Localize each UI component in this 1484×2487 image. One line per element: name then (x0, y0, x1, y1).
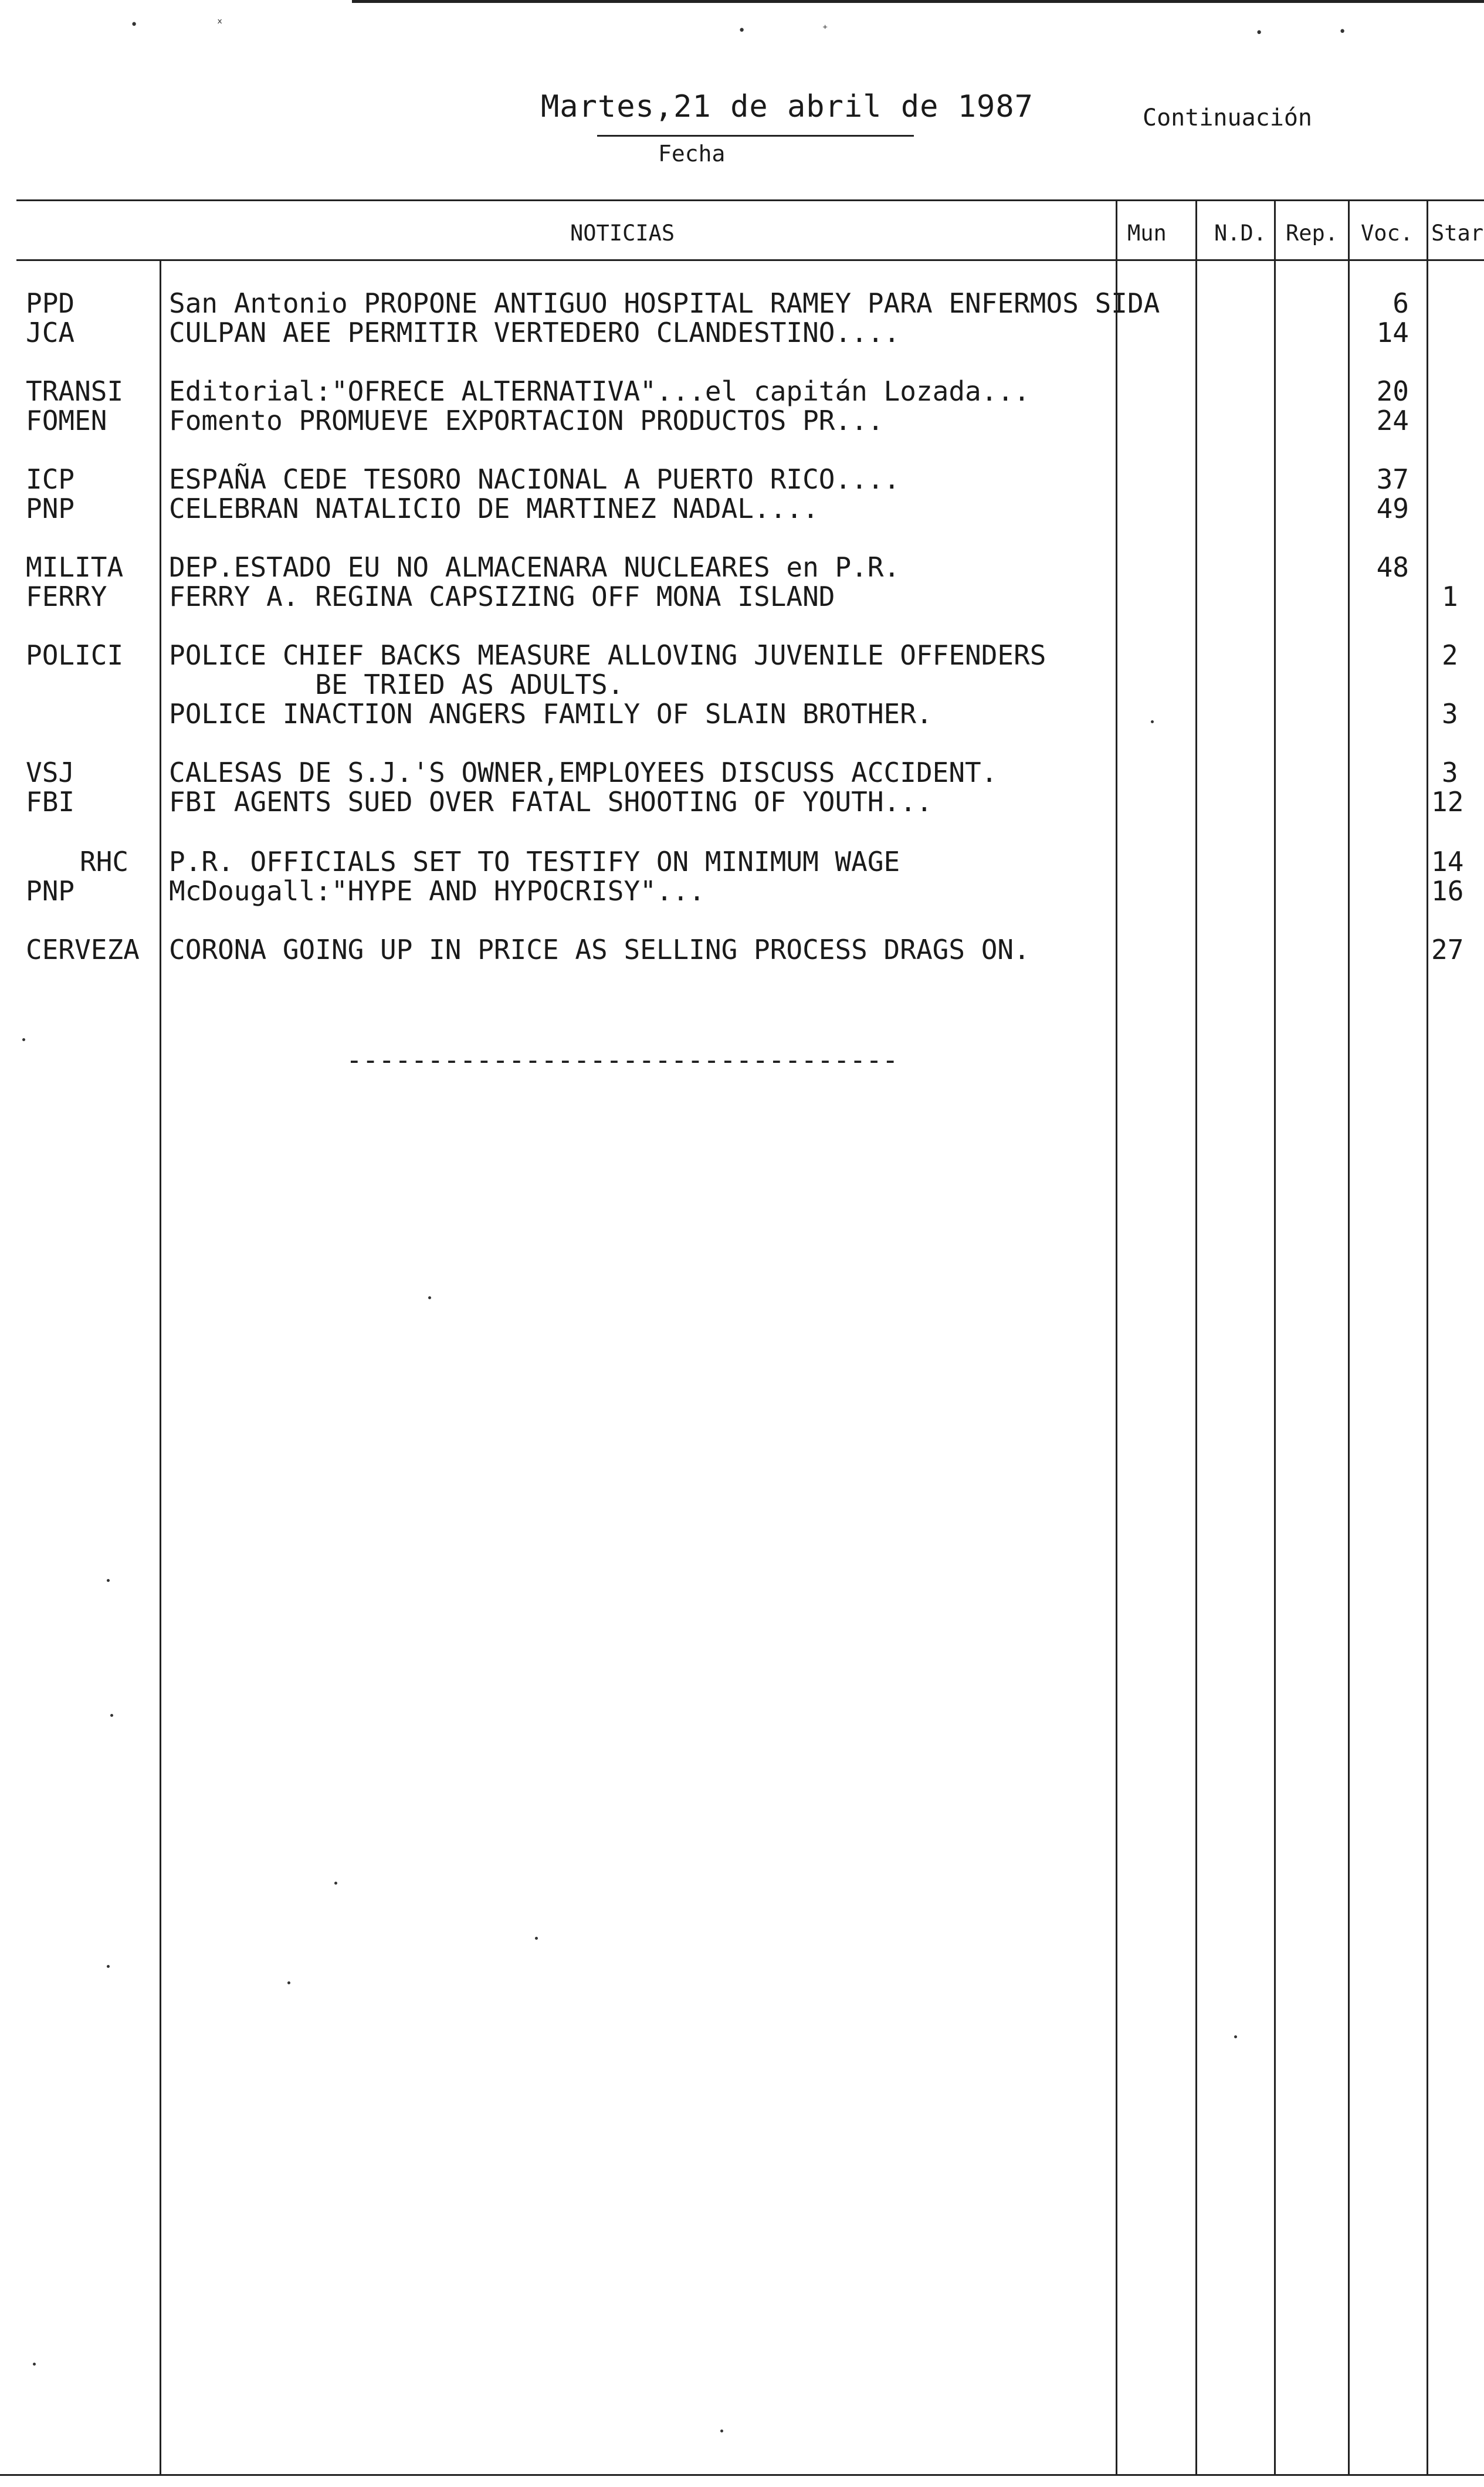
row-text: San Antonio PROPONE ANTIGUO HOSPITAL RAMEY PARA ENFERMOS SIDA (169, 287, 1160, 319)
row-star: 2 (1442, 639, 1458, 671)
speck (334, 1882, 337, 1885)
speck: • (130, 18, 138, 32)
code-column-divider (160, 259, 161, 2474)
row-text: McDougall:"HYPE AND HYPOCRISY"... (169, 875, 705, 907)
header-voc: Voc. (1361, 221, 1414, 246)
row-star: 16 (1431, 875, 1464, 907)
row-text: POLICE INACTION ANGERS FAMILY OF SLAIN BROTHER. (169, 698, 933, 730)
row-text: Fomento PROMUEVE EXPORTACION PRODUCTOS PR... (169, 405, 884, 436)
row-voc: 6 (1392, 287, 1409, 319)
row-text: CORONA GOING UP IN PRICE AS SELLING PROCESS DRAGS ON. (169, 934, 1030, 965)
date-caption: Fecha (658, 141, 726, 167)
row-star: 3 (1442, 698, 1458, 730)
row-code: ICP (26, 463, 75, 495)
speck (107, 1579, 110, 1582)
speck: • (1255, 26, 1263, 40)
row-code: TRANSI (26, 375, 124, 407)
row-text: P.R. OFFICIALS SET TO TESTIFY ON MINIMUM WAGE (169, 846, 900, 877)
row-voc: 14 (1376, 317, 1409, 348)
row-code: PNP (26, 493, 75, 524)
row-text: DEP.ESTADO EU NO ALMACENARA NUCLEARES en P.R. (169, 551, 900, 583)
table-bottom-rule (0, 2474, 1484, 2476)
row-code: FBI (26, 786, 75, 818)
top-rule (352, 0, 1484, 3)
nd-column-divider (1195, 199, 1197, 2474)
row-text: BE TRIED AS ADULTS. (169, 669, 624, 700)
mun-column-divider (1116, 199, 1117, 2474)
row-code: FERRY (26, 581, 107, 612)
row-code: VSJ (26, 757, 75, 788)
header-noticias: NOTICIAS (570, 221, 675, 246)
row-star: 27 (1431, 934, 1464, 965)
header-bottom-rule (16, 259, 1484, 261)
rep-column-divider (1274, 199, 1276, 2474)
speck: • (738, 23, 746, 38)
row-code: POLICI (26, 639, 124, 671)
row-text: FBI AGENTS SUED OVER FATAL SHOOTING OF YOUTH... (169, 786, 933, 818)
speck: ˣ (216, 16, 224, 31)
header-nd: N.D. (1214, 221, 1267, 246)
row-code: FOMEN (26, 405, 107, 436)
row-star: 3 (1442, 757, 1458, 788)
end-separator: ---------------------------------- (346, 1044, 899, 1076)
row-text: CALESAS DE S.J.'S OWNER,EMPLOYEES DISCUSS ACCIDENT. (169, 757, 998, 788)
row-voc: 24 (1376, 405, 1409, 436)
table-top-rule (16, 199, 1484, 201)
row-voc: 37 (1376, 463, 1409, 495)
star-column-divider (1427, 199, 1428, 2474)
row-text: ESPAÑA CEDE TESORO NACIONAL A PUERTO RICO.... (169, 463, 900, 495)
report-date: Martes,21 de abril de 1987 (541, 89, 1034, 124)
row-text: POLICE CHIEF BACKS MEASURE ALLOVING JUVENILE OFFENDERS (169, 639, 1046, 671)
continuation-label: Continuación (1143, 104, 1312, 131)
row-code: MILITA (26, 551, 124, 583)
header-rep: Rep. (1286, 221, 1339, 246)
row-text: FERRY A. REGINA CAPSIZING OFF MONA ISLAND (169, 581, 835, 612)
row-voc: 49 (1376, 493, 1409, 524)
row-code: RHC (80, 846, 129, 877)
speck (535, 1937, 538, 1940)
row-star: 1 (1442, 581, 1458, 612)
row-star: 12 (1431, 786, 1464, 818)
row-text: CULPAN AEE PERMITIR VERTEDERO CLANDESTINO.... (169, 317, 900, 348)
speck (1234, 2035, 1237, 2038)
speck (33, 2363, 36, 2366)
speck (720, 2430, 723, 2432)
speck (110, 1714, 113, 1717)
speck: ⁺ (821, 22, 829, 37)
row-code: PPD (26, 287, 75, 319)
speck (107, 1965, 110, 1968)
speck: • (1339, 25, 1347, 39)
row-text: CELEBRAN NATALICIO DE MARTINEZ NADAL.... (169, 493, 819, 524)
speck (1151, 720, 1154, 723)
speck (22, 1038, 25, 1041)
header-star: Star (1431, 221, 1484, 246)
row-text: Editorial:"OFRECE ALTERNATIVA"...el capitán Lozada... (169, 375, 1030, 407)
voc-column-divider (1348, 199, 1350, 2474)
row-code: JCA (26, 317, 75, 348)
row-code: PNP (26, 875, 75, 907)
row-code: CERVEZA (26, 934, 140, 965)
row-voc: 48 (1376, 551, 1409, 583)
row-voc: 20 (1376, 375, 1409, 407)
header-mun: Mun (1127, 221, 1167, 246)
row-star: 14 (1431, 846, 1464, 877)
speck (287, 1981, 290, 1984)
speck (428, 1296, 431, 1299)
date-underline (597, 135, 914, 137)
